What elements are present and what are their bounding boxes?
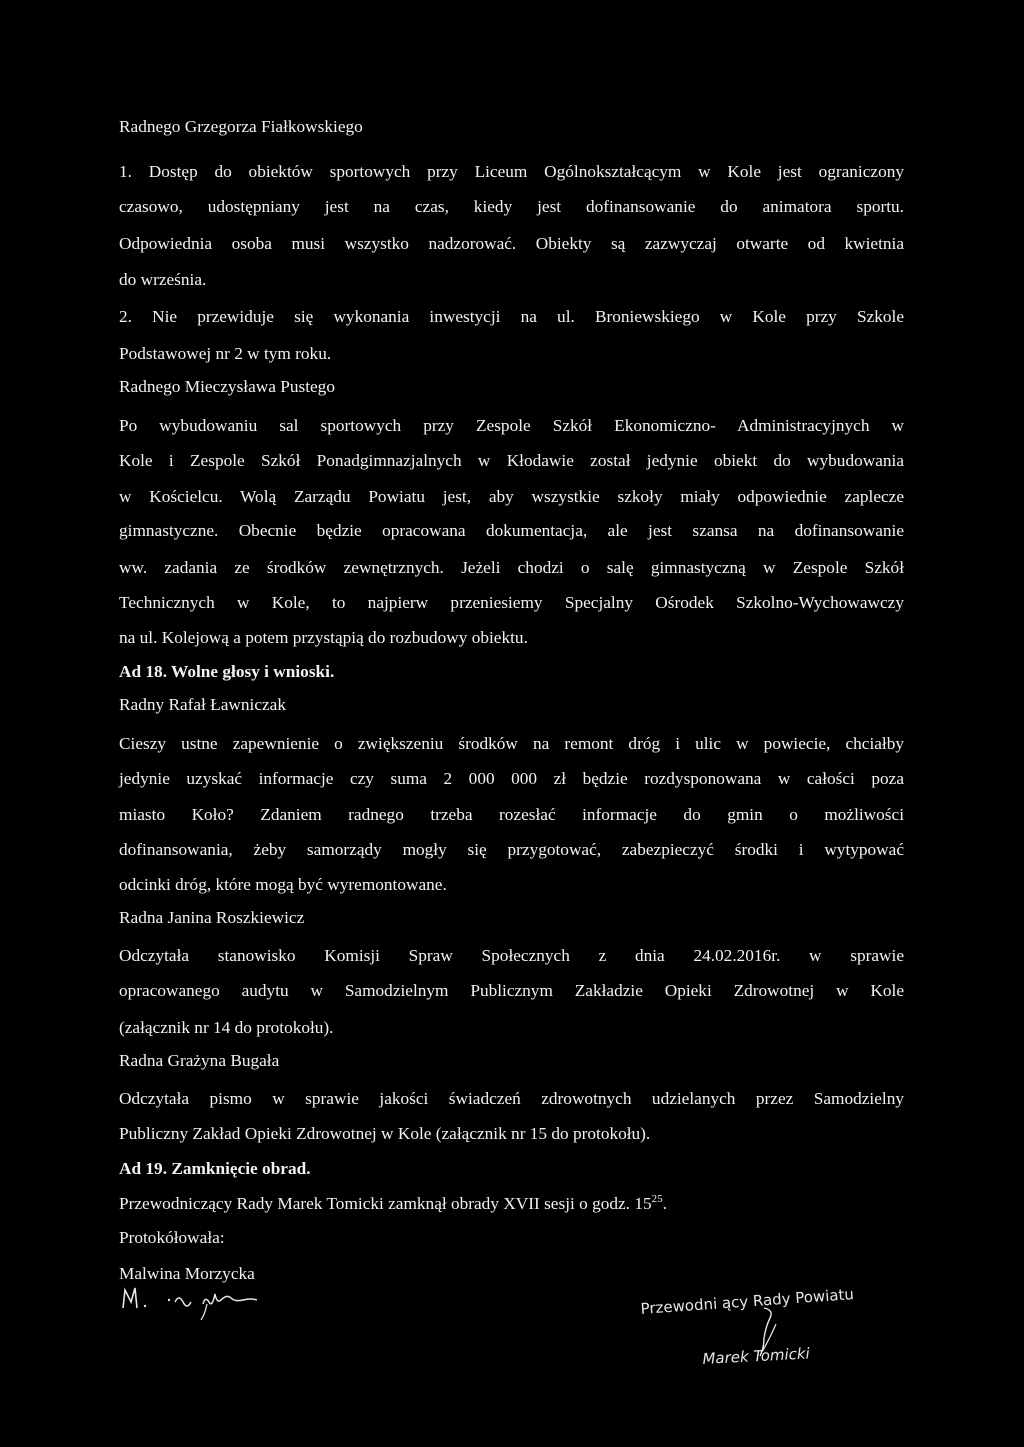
paragraph-line: miasto Koło? Zdaniem radnego trzeba rozesłać informacje do gmin o możliwości [119, 805, 904, 824]
section-heading: Ad 19. Zamknięcie obrad. [119, 1159, 311, 1178]
section-heading: Ad 18. Wolne głosy i wnioski. [119, 662, 335, 681]
paragraph-line: czasowo, udostępniany jest na czas, kiedy jest dofinansowanie do animatora sportu. [119, 197, 904, 216]
minutes-taker-name: Malwina Morzycka [119, 1264, 255, 1283]
paragraph-line: w Kościelcu. Wolą Zarządu Powiatu jest, aby wszystkie szkoły miały odpowiednie zaplecze [119, 487, 904, 506]
heading-councillor: Radnego Grzegorza Fiałkowskiego [119, 117, 363, 136]
time-minutes: 25 [651, 1193, 663, 1206]
paragraph-line: Odczytała stanowisko Komisji Spraw Społecznych z dnia 24.02.2016r. w sprawie [119, 946, 904, 965]
paragraph-line: do września. [119, 270, 207, 289]
closing-line [119, 1193, 904, 1215]
minutes-taker-label: Protokółowała: [119, 1228, 225, 1247]
paragraph-line: Po wybudowaniu sal sportowych przy Zespole Szkół Ekonomiczno- Administracyjnych w [119, 416, 904, 435]
stamp-name: Marek Tomicki [702, 1344, 811, 1368]
stamp-title: Przewodni ący Rady Powiatu [640, 1285, 855, 1318]
heading-councillor: Radny Rafał Ławniczak [119, 695, 286, 714]
paragraph-line: opracowanego audytu w Samodzielnym Publicznym Zakładzie Opieki Zdrowotnej w Kole [119, 981, 904, 1000]
paragraph-line: na ul. Kolejową a potem przystąpią do rozbudowy obiektu. [119, 628, 528, 647]
heading-councillor: Radna Grażyna Bugała [119, 1051, 280, 1070]
heading-councillor: Radnego Mieczysława Pustego [119, 377, 335, 396]
paragraph-line: Podstawowej nr 2 w tym roku. [119, 344, 332, 363]
closing-text: Przewodniczący Rady Marek Tomicki zamknął obrady XVII sesji o godz. 15 [119, 1194, 652, 1213]
paragraph-line: jedynie uzyskać informacje czy suma 2 000 000 zł będzie rozdysponowana w całości poza [119, 769, 904, 788]
signature-scribble [119, 1282, 299, 1332]
handwritten-signature [119, 1282, 299, 1332]
paragraph-line: ww. zadania ze środków zewnętrznych. Jeżeli chodzi o salę gimnastyczną w Zespole Szkół [119, 558, 904, 577]
paragraph-line: Kole i Zespole Szkół Ponadgimnazjalnych w Kłodawie został jedynie obiekt do wybudowania [119, 451, 904, 470]
chairman-stamp [640, 1285, 890, 1390]
paragraph-line: Publiczny Zakład Opieki Zdrowotnej w Kole (załącznik nr 15 do protokołu). [119, 1124, 651, 1143]
paragraph-line: Technicznych w Kole, to najpierw przeniesiemy Specjalny Ośrodek Szkolno-Wychowawczy [119, 593, 904, 612]
heading-councillor: Radna Janina Roszkiewicz [119, 908, 305, 927]
paragraph-line: dofinansowania, żeby samorządy mogły się przygotować, zabezpieczyć środki i wytypować [119, 840, 904, 859]
paragraph-line: (załącznik nr 14 do protokołu). [119, 1018, 334, 1037]
paragraph-line: 2. Nie przewiduje się wykonania inwestycji na ul. Broniewskiego w Kole przy Szkole [119, 307, 904, 326]
paragraph-line: gimnastyczne. Obecnie będzie opracowana dokumentacja, ale jest szansa na dofinansowanie [119, 521, 904, 540]
closing-period: . [662, 1194, 667, 1213]
paragraph-line: odcinki dróg, które mogą być wyremontowane. [119, 875, 447, 894]
paragraph-line: Cieszy ustne zapewnienie o zwiększeniu środków na remont dróg i ulic w powiecie, chciałby [119, 734, 904, 753]
paragraph-line: Odpowiednia osoba musi wszystko nadzorować. Obiekty są zazwyczaj otwarte od kwietnia [119, 234, 904, 253]
paragraph-line: Odczytała pismo w sprawie jakości świadczeń zdrowotnych udzielanych przez Samodzielny [119, 1089, 904, 1108]
paragraph-line: 1. Dostęp do obiektów sportowych przy Liceum Ogólnokształcącym w Kole jest ograniczony [119, 162, 904, 181]
